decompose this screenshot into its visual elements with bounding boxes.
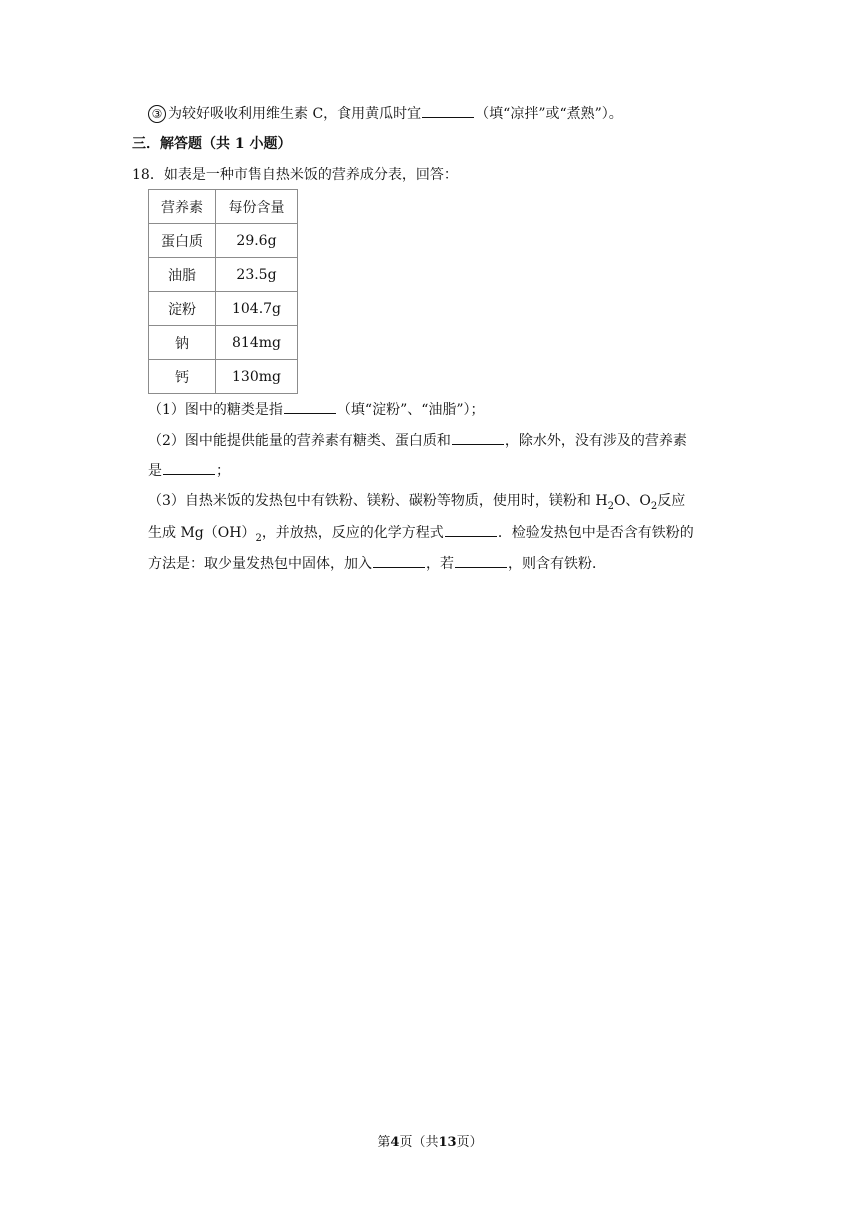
part-3-text: 方法是：取少量发热包中固体，加入 — [148, 556, 372, 572]
part-3-line-2 — [148, 522, 694, 549]
part-3-text: 反应 — [657, 493, 686, 509]
table-header-row — [149, 190, 298, 224]
question-stem-text: 18．如表是一种市售自热米饭的营养成分表，回答： — [132, 167, 458, 183]
part-3-text: ．检验发热包中是否含有铁粉的 — [497, 525, 694, 541]
table-cell: 钠 — [149, 326, 216, 360]
part-3-line-3 — [148, 553, 606, 574]
subscript: 2 — [650, 500, 658, 512]
part-3-text: ，则含有铁粉． — [508, 556, 606, 572]
answer-blank[interactable] — [422, 103, 474, 118]
table-cell: 814mg — [216, 326, 298, 360]
table-cell: 蛋白质 — [149, 224, 216, 258]
answer-blank[interactable] — [445, 522, 497, 537]
table-row — [149, 326, 298, 360]
footer-text: 页（共 — [399, 1135, 439, 1150]
table-cell: 130mg — [216, 360, 298, 394]
answer-blank[interactable] — [455, 553, 507, 568]
table-cell: 104.7g — [216, 292, 298, 326]
table-header-cell: 每份含量 — [216, 190, 298, 224]
subscript: 2 — [607, 500, 614, 512]
part-3-text: ，若 — [426, 556, 454, 572]
table-cell: 29.6g — [216, 224, 298, 258]
section-number: 三． — [132, 136, 160, 152]
part-2-text-cont: ，除水外，没有涉及的营养素 — [504, 433, 687, 449]
answer-blank[interactable] — [163, 460, 215, 475]
table-cell: 23.5g — [216, 258, 298, 292]
nutrition-table — [148, 189, 298, 394]
part-1 — [148, 399, 485, 420]
part-2-line-1 — [148, 430, 687, 451]
part-1-hint: （填“淀粉”、“油脂”）； — [336, 402, 485, 418]
page-number: 4 — [390, 1135, 400, 1150]
part-3-text: 生成 Mg（OH） — [148, 525, 256, 541]
table-cell: 钙 — [149, 360, 216, 394]
part-2-punct: ； — [216, 463, 230, 479]
part-3-text: ，并放热，反应的化学方程式 — [261, 525, 444, 541]
part-1-text: （1）图中的糖类是指 — [148, 402, 283, 418]
total-pages: 13 — [438, 1135, 457, 1150]
part-3-line-1 — [148, 491, 685, 517]
part-3-text: O、O — [613, 493, 651, 509]
item-3-line — [148, 103, 623, 124]
answer-blank[interactable] — [452, 430, 504, 445]
section-title: 解答题（共 — [160, 136, 230, 152]
part-2-text: （2）图中能提供能量的营养素有糖类、蛋白质和 — [148, 433, 451, 449]
part-2-text-end: 是 — [148, 463, 162, 479]
table-cell: 淀粉 — [149, 292, 216, 326]
item-3-text: 为较好吸收利用维生素 C，食用黄瓜时宜 — [168, 106, 422, 122]
section-heading — [132, 134, 292, 154]
page-footer — [0, 1131, 860, 1150]
subscript: 2 — [255, 532, 262, 544]
table-cell: 油脂 — [149, 258, 216, 292]
table-row — [149, 360, 298, 394]
footer-text: 页） — [456, 1135, 483, 1150]
part-3-text: （3）自热米饭的发热包中有铁粉、镁粉、碳粉等物质，使用时，镁粉和 H — [148, 493, 608, 509]
table-header-cell: 营养素 — [149, 190, 216, 224]
table-row — [149, 292, 298, 326]
table-row — [149, 258, 298, 292]
answer-blank[interactable] — [373, 553, 425, 568]
answer-blank[interactable] — [284, 399, 336, 414]
section-tail: 小题） — [249, 136, 292, 152]
part-2-line-2 — [148, 460, 230, 481]
section-count: 1 — [234, 136, 245, 152]
table-row — [149, 224, 298, 258]
circled-number-3: ③ — [148, 105, 166, 123]
footer-text: 第 — [377, 1135, 391, 1150]
question-18-stem — [132, 165, 458, 185]
item-3-hint: （填“凉拌”或“煮熟”）。 — [475, 106, 623, 122]
